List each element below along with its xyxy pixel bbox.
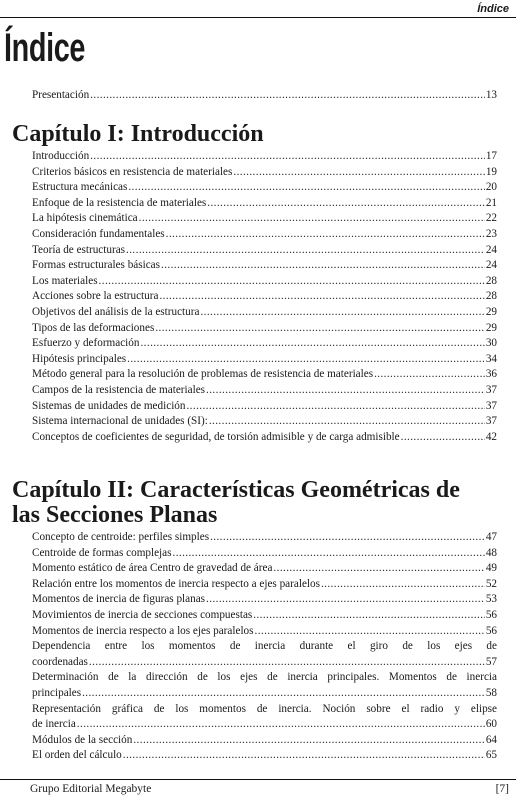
header-rule xyxy=(0,17,516,18)
toc-entry-page: 52 xyxy=(485,577,497,590)
toc-entry-title: Acciones sobre la estructura xyxy=(32,290,159,303)
toc-entry-page: 56 xyxy=(485,608,497,621)
dot-leader xyxy=(89,655,485,671)
toc-entry-title: Hipótesis principales xyxy=(32,352,127,365)
dot-leader xyxy=(255,624,485,640)
toc-entry-title: Campos de la resistencia de materiales xyxy=(32,383,206,396)
dot-leader xyxy=(210,530,485,546)
toc-entry xyxy=(32,274,497,290)
toc-entry-title: Relación entre los momentos de inercia respecto a ejes paralelos xyxy=(32,577,320,590)
toc-entry-page: 37 xyxy=(485,399,497,412)
toc-entry-title: Consideración fundamentales xyxy=(32,227,165,240)
toc-entry xyxy=(32,165,497,181)
toc-entry xyxy=(32,383,497,399)
dot-leader xyxy=(166,227,485,243)
toc-entry-title: La hipótesis cinemática xyxy=(32,212,138,225)
dot-leader xyxy=(206,383,485,399)
toc-entry xyxy=(32,336,497,352)
toc-entry-title: Momento estático de área Centro de gravedad de área xyxy=(32,562,273,575)
toc-entry-title-line2: coordenadas xyxy=(32,655,88,668)
dot-leader xyxy=(99,274,485,290)
toc-entry xyxy=(32,399,497,415)
toc-entry-title: Enfoque de la resistencia de materiales xyxy=(32,196,207,209)
toc-entry xyxy=(32,733,497,749)
toc-entry-title: Formas estructurales básicas xyxy=(32,259,160,272)
dot-leader xyxy=(161,258,485,274)
dot-leader xyxy=(140,336,484,352)
page-title: Índice xyxy=(4,26,86,70)
toc-entry-page: 57 xyxy=(485,655,497,668)
dot-leader xyxy=(206,592,485,608)
toc-entry-title-line2: de inercia xyxy=(32,718,76,731)
dot-leader xyxy=(123,748,485,764)
toc-entry-title: Sistemas de unidades de medición xyxy=(32,399,186,412)
toc-entry xyxy=(32,430,497,446)
toc-entry xyxy=(32,577,497,593)
toc-entry xyxy=(32,211,497,227)
toc-entry-page: 23 xyxy=(485,227,497,240)
dot-leader xyxy=(159,289,484,305)
toc-entry xyxy=(32,227,497,243)
dot-leader xyxy=(173,546,485,562)
dot-leader xyxy=(374,367,485,383)
toc-entry xyxy=(32,624,497,640)
toc-entry-page: 42 xyxy=(485,430,497,443)
toc-entry-title: Tipos de las deformaciones xyxy=(32,321,155,334)
toc-entry-page: 19 xyxy=(485,165,497,178)
toc-entry-title: Teoría de estructuras xyxy=(32,243,126,256)
toc-entry xyxy=(32,639,497,670)
dot-leader xyxy=(139,211,485,227)
toc-entry-page: 24 xyxy=(485,243,497,256)
dot-leader xyxy=(200,305,484,321)
toc-entry-title: Introducción xyxy=(32,150,90,162)
toc-entry xyxy=(32,608,497,624)
toc-entry-title: Centroide de formas complejas xyxy=(32,546,172,559)
toc-entry-page: 37 xyxy=(485,383,497,396)
toc-entry-title-line1: Representación gráfica de los momentos de inercia. Noción sobre el radio y elipse xyxy=(32,702,497,715)
toc-entry xyxy=(32,670,497,701)
dot-leader xyxy=(155,321,484,337)
toc-entry-page: 47 xyxy=(485,531,497,543)
dot-leader xyxy=(127,352,485,368)
dot-leader xyxy=(253,608,485,624)
toc-entry-title: Esfuerzo y deformación xyxy=(32,337,140,350)
publisher-name: Grupo Editorial Megabyte xyxy=(30,783,152,795)
toc-entry xyxy=(32,196,497,212)
toc-entry-title: Momentos de inercia de figuras planas xyxy=(32,593,206,606)
toc-entry-title: Módulos de la sección xyxy=(32,733,133,746)
toc-entry-title: Conceptos de coeficientes de seguridad, de torsión admisible y de carga admisible xyxy=(32,430,400,443)
toc-entry xyxy=(32,352,497,368)
dot-leader xyxy=(186,399,484,415)
toc-entry-page: 36 xyxy=(485,368,497,381)
dot-leader xyxy=(133,733,484,749)
toc-entry xyxy=(32,748,497,764)
toc-entry-page: 34 xyxy=(485,352,497,365)
footer-rule xyxy=(0,779,516,780)
toc-entry xyxy=(32,180,497,196)
toc-entry-title-line2: principales xyxy=(32,686,82,699)
dot-leader xyxy=(209,414,485,430)
toc-entry-page: 30 xyxy=(485,337,497,350)
toc-entry-title: Objetivos del análisis de la estructura xyxy=(32,305,200,318)
dot-leader xyxy=(128,180,484,196)
toc-entry-page: 56 xyxy=(485,624,497,637)
toc-entry-title: Sistema internacional de unidades (SI): xyxy=(32,415,208,428)
toc-entry-page: 53 xyxy=(485,593,497,606)
toc-entry-page: 29 xyxy=(485,305,497,318)
toc-entry-title: Método general para la resolución de problemas de resistencia de materiales xyxy=(32,368,374,381)
toc-entry-title: El orden del cálculo xyxy=(32,749,122,762)
toc-entry-page: 24 xyxy=(485,259,497,272)
toc-entry-page: 58 xyxy=(485,686,497,699)
toc-entry-page: 22 xyxy=(485,212,497,225)
toc-entry-page: 13 xyxy=(485,89,497,101)
chapter-1-entries xyxy=(32,149,497,445)
toc-entry-page: 17 xyxy=(485,150,497,162)
toc-entry xyxy=(32,88,497,104)
toc-entry xyxy=(32,289,497,305)
toc-entry-title: Los materiales xyxy=(32,274,98,287)
toc-entry-title: Concepto de centroide: perfiles simples xyxy=(32,531,210,543)
dot-leader xyxy=(233,165,484,181)
chapter-2-heading-line1: Capítulo II: Características Geométricas de xyxy=(12,477,460,503)
toc-entry-page: 20 xyxy=(485,181,497,194)
toc-entry-page: 21 xyxy=(485,196,497,209)
toc-entry-title: Momentos de inercia respecto a los ejes paralelos xyxy=(32,624,254,637)
intro-entries xyxy=(32,88,497,104)
toc-entry xyxy=(32,592,497,608)
toc-entry-page: 48 xyxy=(485,546,497,559)
toc-entry xyxy=(32,149,497,165)
toc-entry-page: 49 xyxy=(485,562,497,575)
toc-entry xyxy=(32,530,497,546)
toc-entry xyxy=(32,305,497,321)
toc-entry xyxy=(32,258,497,274)
toc-entry-title: Movimientos de inercia de secciones compuestas xyxy=(32,608,253,621)
dot-leader xyxy=(126,243,485,259)
toc-entry-title-line1: Dependencia entre los momentos de inercia durante el giro de los ejes de xyxy=(32,640,497,653)
dot-leader xyxy=(273,561,484,577)
toc-entry xyxy=(32,367,497,383)
toc-entry-page: 60 xyxy=(485,718,497,731)
toc-entry xyxy=(32,321,497,337)
toc-entry-page: 65 xyxy=(485,749,497,762)
toc-entry xyxy=(32,561,497,577)
toc-entry xyxy=(32,546,497,562)
toc-entry-page: 29 xyxy=(485,321,497,334)
toc-entry-title: Presentación xyxy=(32,89,90,101)
chapter-2-entries xyxy=(32,530,497,764)
dot-leader xyxy=(401,430,485,446)
toc-entry-title: Estructura mecánicas xyxy=(32,181,128,194)
dot-leader xyxy=(82,686,485,702)
toc-entry xyxy=(32,243,497,259)
toc-entry-page: 28 xyxy=(485,274,497,287)
toc-entry-page: 28 xyxy=(485,290,497,303)
toc-entry-page: 37 xyxy=(485,415,497,428)
toc-entry-title: Criterios básicos en resistencia de materiales xyxy=(32,165,233,178)
dot-leader xyxy=(77,717,485,733)
dot-leader xyxy=(90,88,485,104)
toc-entry xyxy=(32,414,497,430)
dot-leader xyxy=(90,149,485,165)
page-number: [7] xyxy=(495,783,509,795)
toc-entry-title-line1: Determinación de la dirección de los ejes de inercia principales. Momentos de inercia xyxy=(32,671,497,684)
dot-leader xyxy=(321,577,485,593)
chapter-2-heading-line2: las Secciones Planas xyxy=(12,502,218,528)
toc-entry xyxy=(32,702,497,733)
chapter-1-heading: Capítulo I: Introducción xyxy=(12,121,264,147)
toc-entry-page: 64 xyxy=(485,733,497,746)
dot-leader xyxy=(207,196,485,212)
running-head: Índice xyxy=(477,3,509,15)
